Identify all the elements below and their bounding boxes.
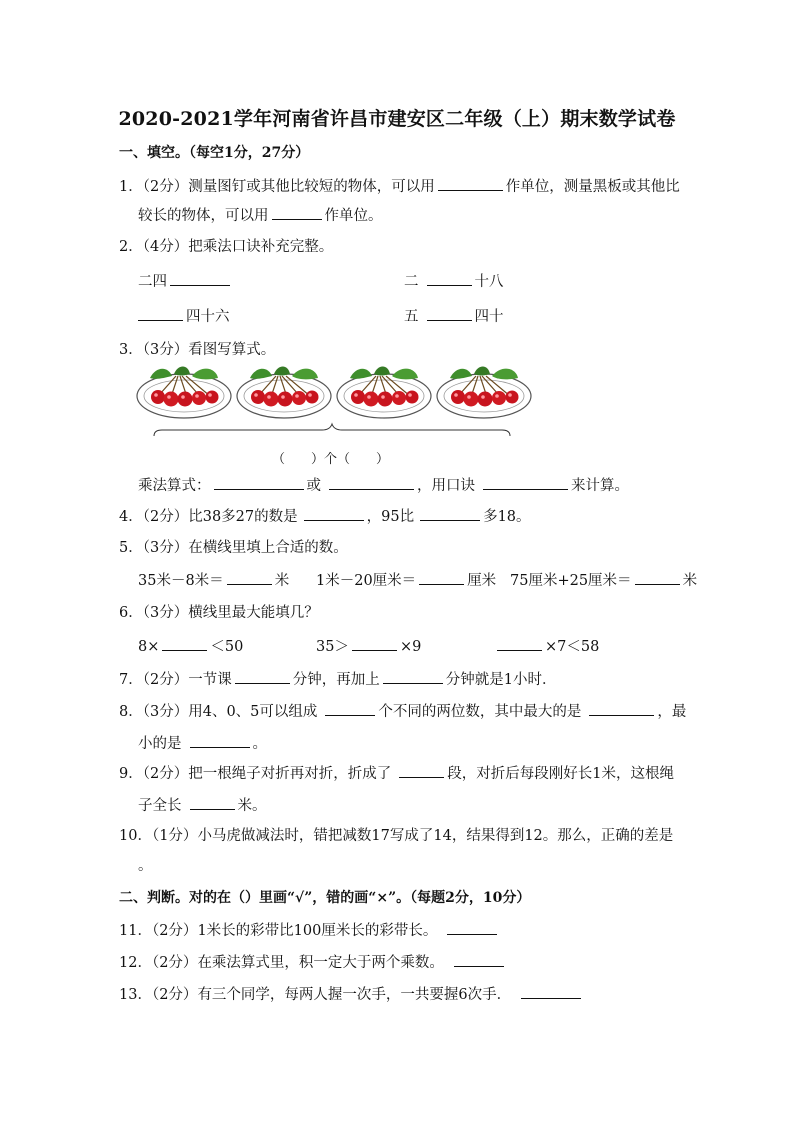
question-text: ×9	[399, 639, 422, 655]
question-score: （2分）	[142, 766, 189, 782]
question-text: 五	[404, 309, 419, 325]
question-text: ，用口诀	[417, 478, 475, 494]
question-score: （2分）	[151, 987, 198, 1003]
question-number: 1．	[119, 179, 143, 195]
question-text: 乘法算式：	[138, 478, 211, 494]
answer-blank[interactable]	[272, 205, 322, 220]
answer-blank[interactable]	[521, 984, 581, 999]
question-3	[119, 340, 275, 360]
question-10-cont	[138, 856, 153, 876]
question-score: （3分）	[142, 704, 189, 720]
question-text: 段，对折后每段刚好长1米，这根绳	[447, 766, 674, 782]
cherry-plate	[337, 367, 431, 419]
question-text: 。	[252, 736, 267, 752]
cherry-plate	[437, 367, 531, 419]
cherry-plate	[237, 367, 331, 419]
question-score: （2分）	[142, 509, 189, 525]
question-6	[119, 603, 319, 623]
answer-blank[interactable]	[438, 176, 503, 191]
question-text: 小的是	[138, 736, 182, 752]
question-text: 横线里最大能填几？	[188, 605, 319, 621]
question-text: ，95比	[366, 509, 415, 525]
answer-blank[interactable]	[235, 669, 290, 684]
answer-blank[interactable]	[399, 763, 444, 778]
question-score: （2分）	[151, 923, 198, 939]
exam-title: 2020-2021学年河南省许昌市建安区二年级（上）期末数学试卷	[118, 108, 676, 130]
question-text: 比38多27的数是	[188, 509, 298, 525]
question-1-cont	[138, 205, 383, 226]
question-text: 多18。	[483, 509, 531, 525]
question-text: 1米长的彩带比100厘米长的彩带长。	[197, 923, 438, 939]
question-score: （3分）	[142, 342, 189, 358]
answer-blank[interactable]	[304, 506, 364, 521]
picture-caption: （ ）个（ ）	[272, 452, 390, 467]
question-score: （2分）	[151, 955, 198, 971]
answer-blank[interactable]	[419, 570, 464, 585]
answer-blank[interactable]	[427, 306, 472, 321]
question-9	[119, 763, 674, 784]
answer-blank[interactable]	[138, 306, 183, 321]
question-text: 1米－20厘米＝	[316, 573, 417, 589]
answer-blank[interactable]	[447, 920, 497, 935]
answer-blank[interactable]	[483, 475, 568, 490]
question-text: 用4、0、5可以组成	[188, 704, 318, 720]
answer-blank[interactable]	[329, 475, 414, 490]
question-text: 个不同的两位数，其中最大的是	[378, 704, 582, 720]
section-1-heading: 一、填空。（每空1分，27分）	[119, 145, 310, 161]
question-number: 5．	[119, 540, 143, 556]
answer-blank[interactable]	[454, 952, 504, 967]
question-score: （2分）	[142, 179, 189, 195]
question-text: 分钟，再加上	[292, 672, 380, 688]
question-2	[119, 237, 333, 257]
answer-blank[interactable]	[420, 506, 480, 521]
q2-item-d	[404, 306, 504, 327]
question-7	[119, 669, 556, 690]
question-text: 二	[404, 274, 419, 290]
q5-item-b	[316, 570, 496, 591]
question-score: （3分）	[142, 540, 189, 556]
question-text: 作单位。	[324, 208, 383, 224]
answer-blank[interactable]	[635, 570, 680, 585]
question-3-answer-line	[138, 475, 629, 496]
q6-item-c	[494, 636, 599, 657]
answer-blank[interactable]	[352, 636, 397, 651]
q5-item-c	[510, 570, 697, 591]
question-text: 看图写算式。	[188, 342, 276, 358]
question-number: 3．	[119, 342, 143, 358]
question-text: 在横线里填上合适的数。	[188, 540, 348, 556]
question-text: 35＞	[316, 639, 349, 655]
question-4	[119, 506, 531, 527]
cherry-plate	[137, 367, 231, 419]
answer-blank[interactable]	[427, 271, 472, 286]
question-text: 分钟就是1小时．	[445, 672, 557, 688]
question-number: 13．	[119, 987, 152, 1003]
answer-blank[interactable]	[214, 475, 304, 490]
question-text: 一节课	[188, 672, 232, 688]
question-text: 十八	[474, 274, 504, 290]
question-text: 米	[274, 573, 290, 589]
question-text: 来计算。	[571, 478, 629, 494]
question-number: 10．	[119, 828, 152, 844]
answer-blank[interactable]	[497, 636, 542, 651]
q2-item-a	[138, 271, 233, 292]
question-text: 二四	[138, 274, 167, 290]
question-text: 四十	[474, 309, 504, 325]
question-text: ×7＜58	[545, 639, 600, 655]
question-score: （2分）	[142, 672, 189, 688]
question-1	[119, 176, 680, 197]
answer-blank[interactable]	[383, 669, 443, 684]
question-text: 把一根绳子对折再对折，折成了	[188, 766, 392, 782]
question-text: 米。	[237, 798, 267, 814]
question-score: （4分）	[142, 239, 189, 255]
question-text: 测量图钉或其他比较短的物体，可以用	[188, 179, 435, 195]
question-text: 厘米	[467, 573, 497, 589]
question-text: 作单位，测量黑板或其他比	[505, 179, 680, 195]
question-text: 。	[138, 858, 153, 874]
question-number: 7．	[119, 672, 143, 688]
answer-blank[interactable]	[325, 701, 375, 716]
question-text: 子全长	[138, 798, 182, 814]
question-score: （3分）	[142, 605, 189, 621]
question-13	[119, 984, 584, 1005]
question-number: 12．	[119, 955, 152, 971]
question-5	[119, 538, 348, 558]
question-score: （1分）	[151, 828, 198, 844]
question-text: 小马虎做减法时，错把减数17写成了14，结果得到12。那么，正确的差是	[197, 828, 674, 844]
answer-blank[interactable]	[190, 733, 250, 748]
question-text: 在乘法算式里，积一定大于两个乘数。	[197, 955, 444, 971]
question-8	[119, 701, 686, 722]
question-10	[119, 826, 673, 846]
question-text: 8×	[138, 639, 160, 655]
question-number: 9．	[119, 766, 143, 782]
q5-item-a	[138, 570, 289, 591]
question-number: 2．	[119, 239, 143, 255]
q6-item-a	[138, 636, 243, 657]
q2-item-b	[404, 271, 504, 292]
answer-blank[interactable]	[227, 570, 272, 585]
question-number: 6．	[119, 605, 143, 621]
question-text: 米	[682, 573, 698, 589]
question-text: 有三个同学，每两人握一次手，一共要握6次手．	[197, 987, 512, 1003]
q6-item-b	[316, 636, 421, 657]
question-number: 8．	[119, 704, 143, 720]
question-text: 四十六	[186, 309, 230, 325]
question-text: 75厘米+25厘米＝	[510, 573, 632, 589]
question-text: 较长的物体，可以用	[138, 208, 269, 224]
question-12	[119, 952, 507, 973]
question-number: 11．	[119, 923, 152, 939]
answer-blank[interactable]	[589, 701, 654, 716]
answer-blank[interactable]	[170, 271, 230, 286]
question-text: 或	[306, 478, 321, 494]
question-11	[119, 920, 500, 941]
q2-item-c	[138, 306, 230, 327]
question-text: ＜50	[210, 639, 244, 655]
question-8-cont	[138, 733, 267, 754]
answer-blank[interactable]	[190, 795, 235, 810]
question-text: ，最	[657, 704, 687, 720]
brace	[154, 424, 510, 436]
answer-blank[interactable]	[162, 636, 207, 651]
question-number: 4．	[119, 509, 143, 525]
question-text: 35米－8米＝	[138, 573, 224, 589]
question-9-cont	[138, 795, 267, 816]
question-text: 把乘法口诀补充完整。	[188, 239, 334, 255]
section-2-heading: 二、判断。对的在（）里画“√”，错的画“×”。（每题2分，10分）	[119, 890, 531, 906]
